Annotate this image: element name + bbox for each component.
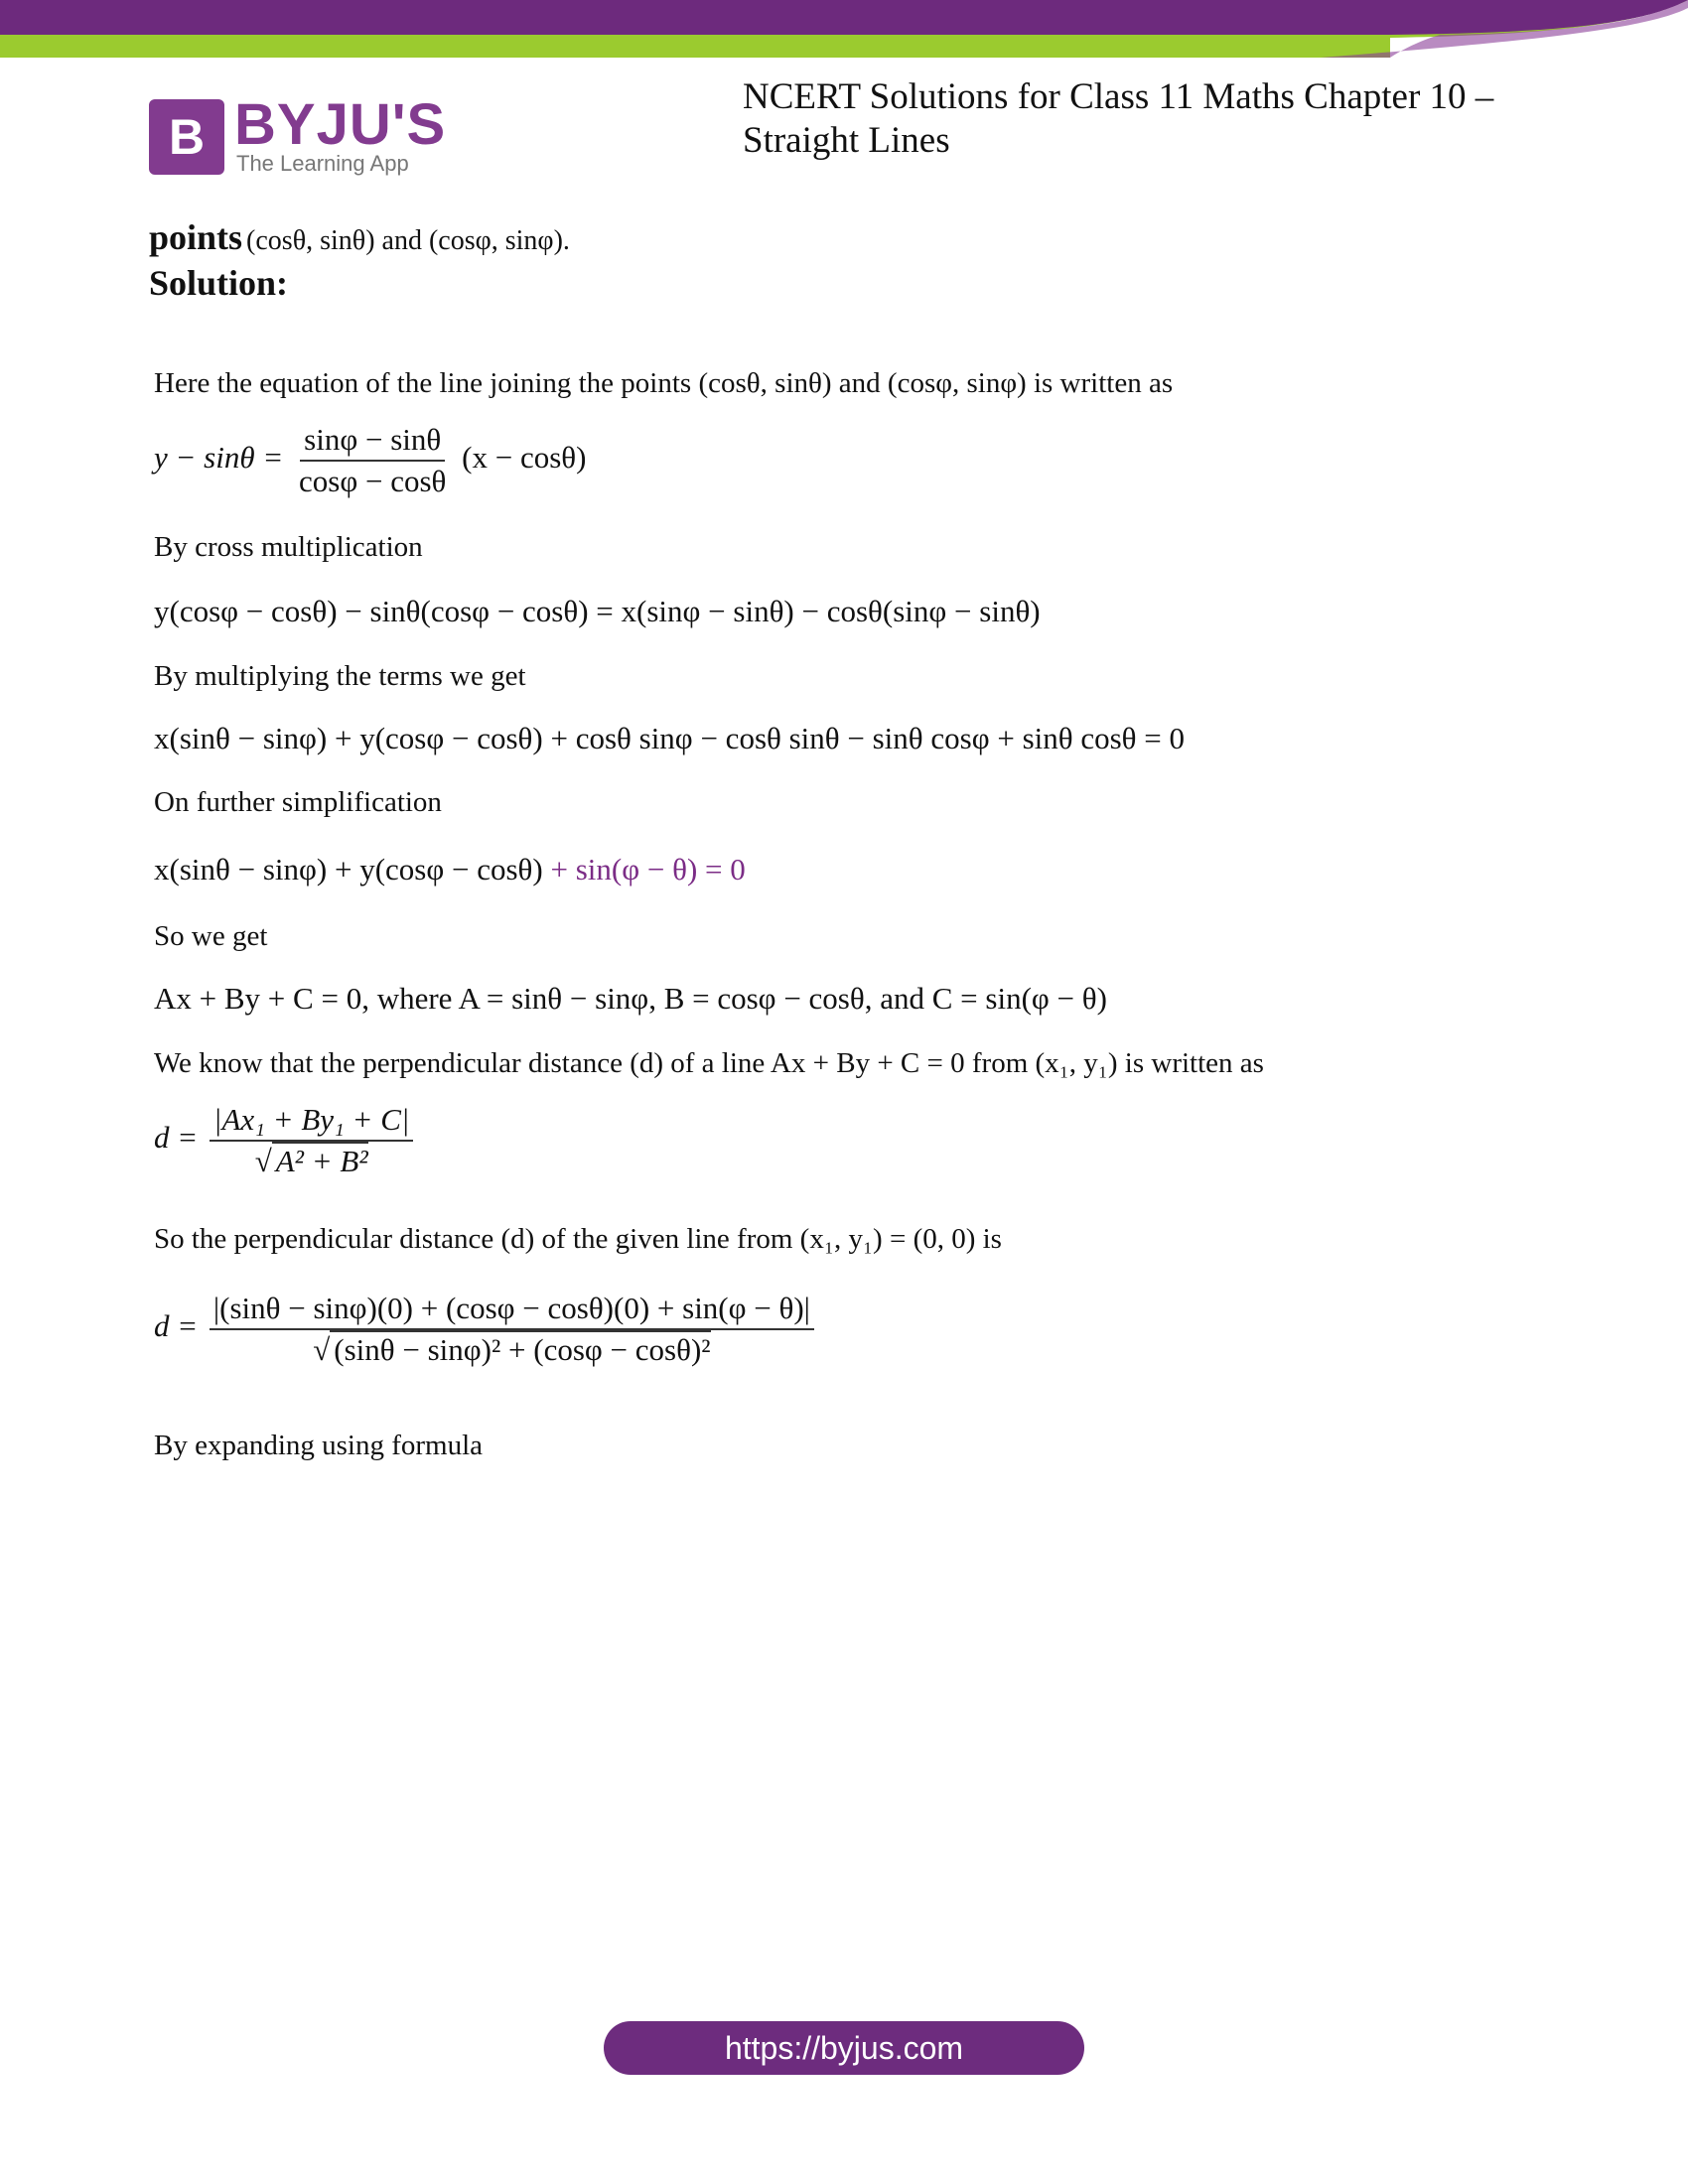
header-banner bbox=[0, 0, 1688, 58]
text-line: Here the equation of the line joining the points (cosθ, sinθ) and (cosφ, sinφ) is written as bbox=[154, 367, 1174, 399]
slope-fraction bbox=[295, 422, 450, 499]
title-line-1: NCERT Solutions for Class 11 Maths Chapter 10 – bbox=[743, 76, 1494, 117]
fraction-numerator: sinφ − sinθ bbox=[300, 422, 445, 462]
title-line-2: Straight Lines bbox=[743, 120, 950, 161]
document-title bbox=[743, 75, 1493, 163]
text-line: We know that the perpendicular distance (d) of a line Ax + By + C = 0 from (x₁, y₁) is written as bbox=[154, 1047, 1264, 1079]
question-tail bbox=[149, 216, 570, 258]
text-line: By multiplying the terms we get bbox=[154, 660, 526, 692]
equation-distance-formula bbox=[154, 1102, 417, 1179]
distance-fraction bbox=[210, 1291, 814, 1368]
equation-simplified bbox=[154, 852, 746, 887]
equation-line-form bbox=[154, 422, 586, 499]
byjus-logo-icon: B bbox=[149, 99, 224, 175]
eq-lhs: d = bbox=[154, 1120, 199, 1156]
fraction-denominator: √ A² + B² bbox=[254, 1144, 368, 1178]
solution-heading: Solution: bbox=[149, 263, 289, 303]
distance-fraction bbox=[210, 1102, 414, 1179]
eq-main: x(sinθ − sinφ) + y(cosφ − cosθ) bbox=[154, 852, 551, 887]
sqrt-content: A² + B² bbox=[272, 1142, 368, 1178]
footer-url[interactable]: https://byjus.com bbox=[724, 2029, 964, 2066]
eq-highlight: + sin(φ − θ) = 0 bbox=[550, 852, 746, 887]
equation-coefficients: Ax + By + C = 0, where A = sinθ − sinφ, B = cosφ − cosθ, and C = sin(φ − θ) bbox=[154, 981, 1107, 1016]
website-link-button[interactable] bbox=[604, 2021, 1084, 2075]
eq-rhs: (x − cosθ) bbox=[462, 440, 587, 476]
text-line: So the perpendicular distance (d) of the given line from (x₁, y₁) = (0, 0) is bbox=[154, 1223, 1002, 1255]
text-line: By expanding using formula bbox=[154, 1430, 484, 1461]
eq-lhs: d = bbox=[154, 1308, 199, 1344]
text-line: By cross multiplication bbox=[154, 531, 423, 563]
equation-distance-substituted bbox=[154, 1291, 818, 1368]
text-line: On further simplification bbox=[154, 786, 442, 818]
sqrt-content: (sinθ − sinφ)² + (cosφ − cosθ)² bbox=[330, 1330, 710, 1367]
fraction-numerator: |Ax₁ + By₁ + C| bbox=[210, 1102, 414, 1142]
fraction-numerator: |(sinθ − sinφ)(0) + (cosφ − cosθ)(0) + sin(φ − θ)| bbox=[210, 1291, 814, 1330]
logo-tagline: The Learning App bbox=[236, 151, 409, 176]
equation-cross-multiplication: y(cosφ − cosθ) − sinθ(cosφ − cosθ) = x(sinφ − sinθ) − cosθ(sinφ − sinθ) bbox=[154, 594, 1041, 628]
eq-lhs: y − sinθ = bbox=[154, 440, 284, 476]
logo-wordmark: BYJU'S bbox=[234, 92, 447, 157]
text-line: So we get bbox=[154, 920, 268, 952]
fraction-denominator: cosφ − cosθ bbox=[299, 464, 447, 498]
question-points: (cosθ, sinθ) and (cosφ, sinφ). bbox=[246, 225, 570, 256]
equation-expanded: x(sinθ − sinφ) + y(cosφ − cosθ) + cosθ sinφ − cosθ sinθ − sinθ cosφ + sinθ cosθ = 0 bbox=[154, 721, 1186, 755]
question-prefix: points bbox=[149, 217, 243, 257]
fraction-denominator: √ (sinθ − sinφ)² + (cosφ − cosθ)² bbox=[313, 1332, 711, 1367]
